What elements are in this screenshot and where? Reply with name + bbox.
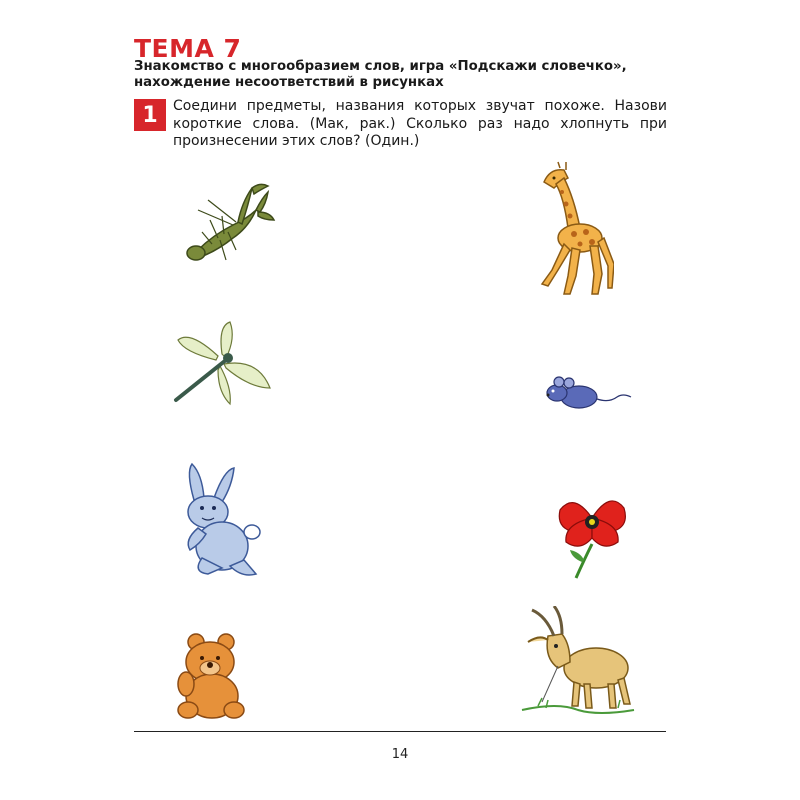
crayfish-picture <box>178 180 278 270</box>
bear-picture <box>170 632 250 720</box>
dragonfly-picture <box>170 318 280 406</box>
page-subtitle: Знакомство с многообразием слов, игра «Подскажи словечко», нахождение несоответствий в рисунках <box>134 59 627 90</box>
page-number: 14 <box>391 747 409 762</box>
giraffe-picture <box>534 158 614 298</box>
task-number-badge: 1 <box>134 99 166 131</box>
goat-picture <box>518 606 636 718</box>
task-instruction: Соедини предметы, названия которых звучат похоже. Назови короткие слова. (Мак, рак.) Сколько раз надо хлопнуть при произнесении этих слов? (Один.) <box>173 98 667 149</box>
poppy-picture <box>554 488 630 580</box>
hare-picture <box>172 460 267 580</box>
mouse-picture <box>543 373 633 413</box>
footer-divider <box>134 731 666 732</box>
page-title: ТЕМА 7 <box>134 34 242 63</box>
